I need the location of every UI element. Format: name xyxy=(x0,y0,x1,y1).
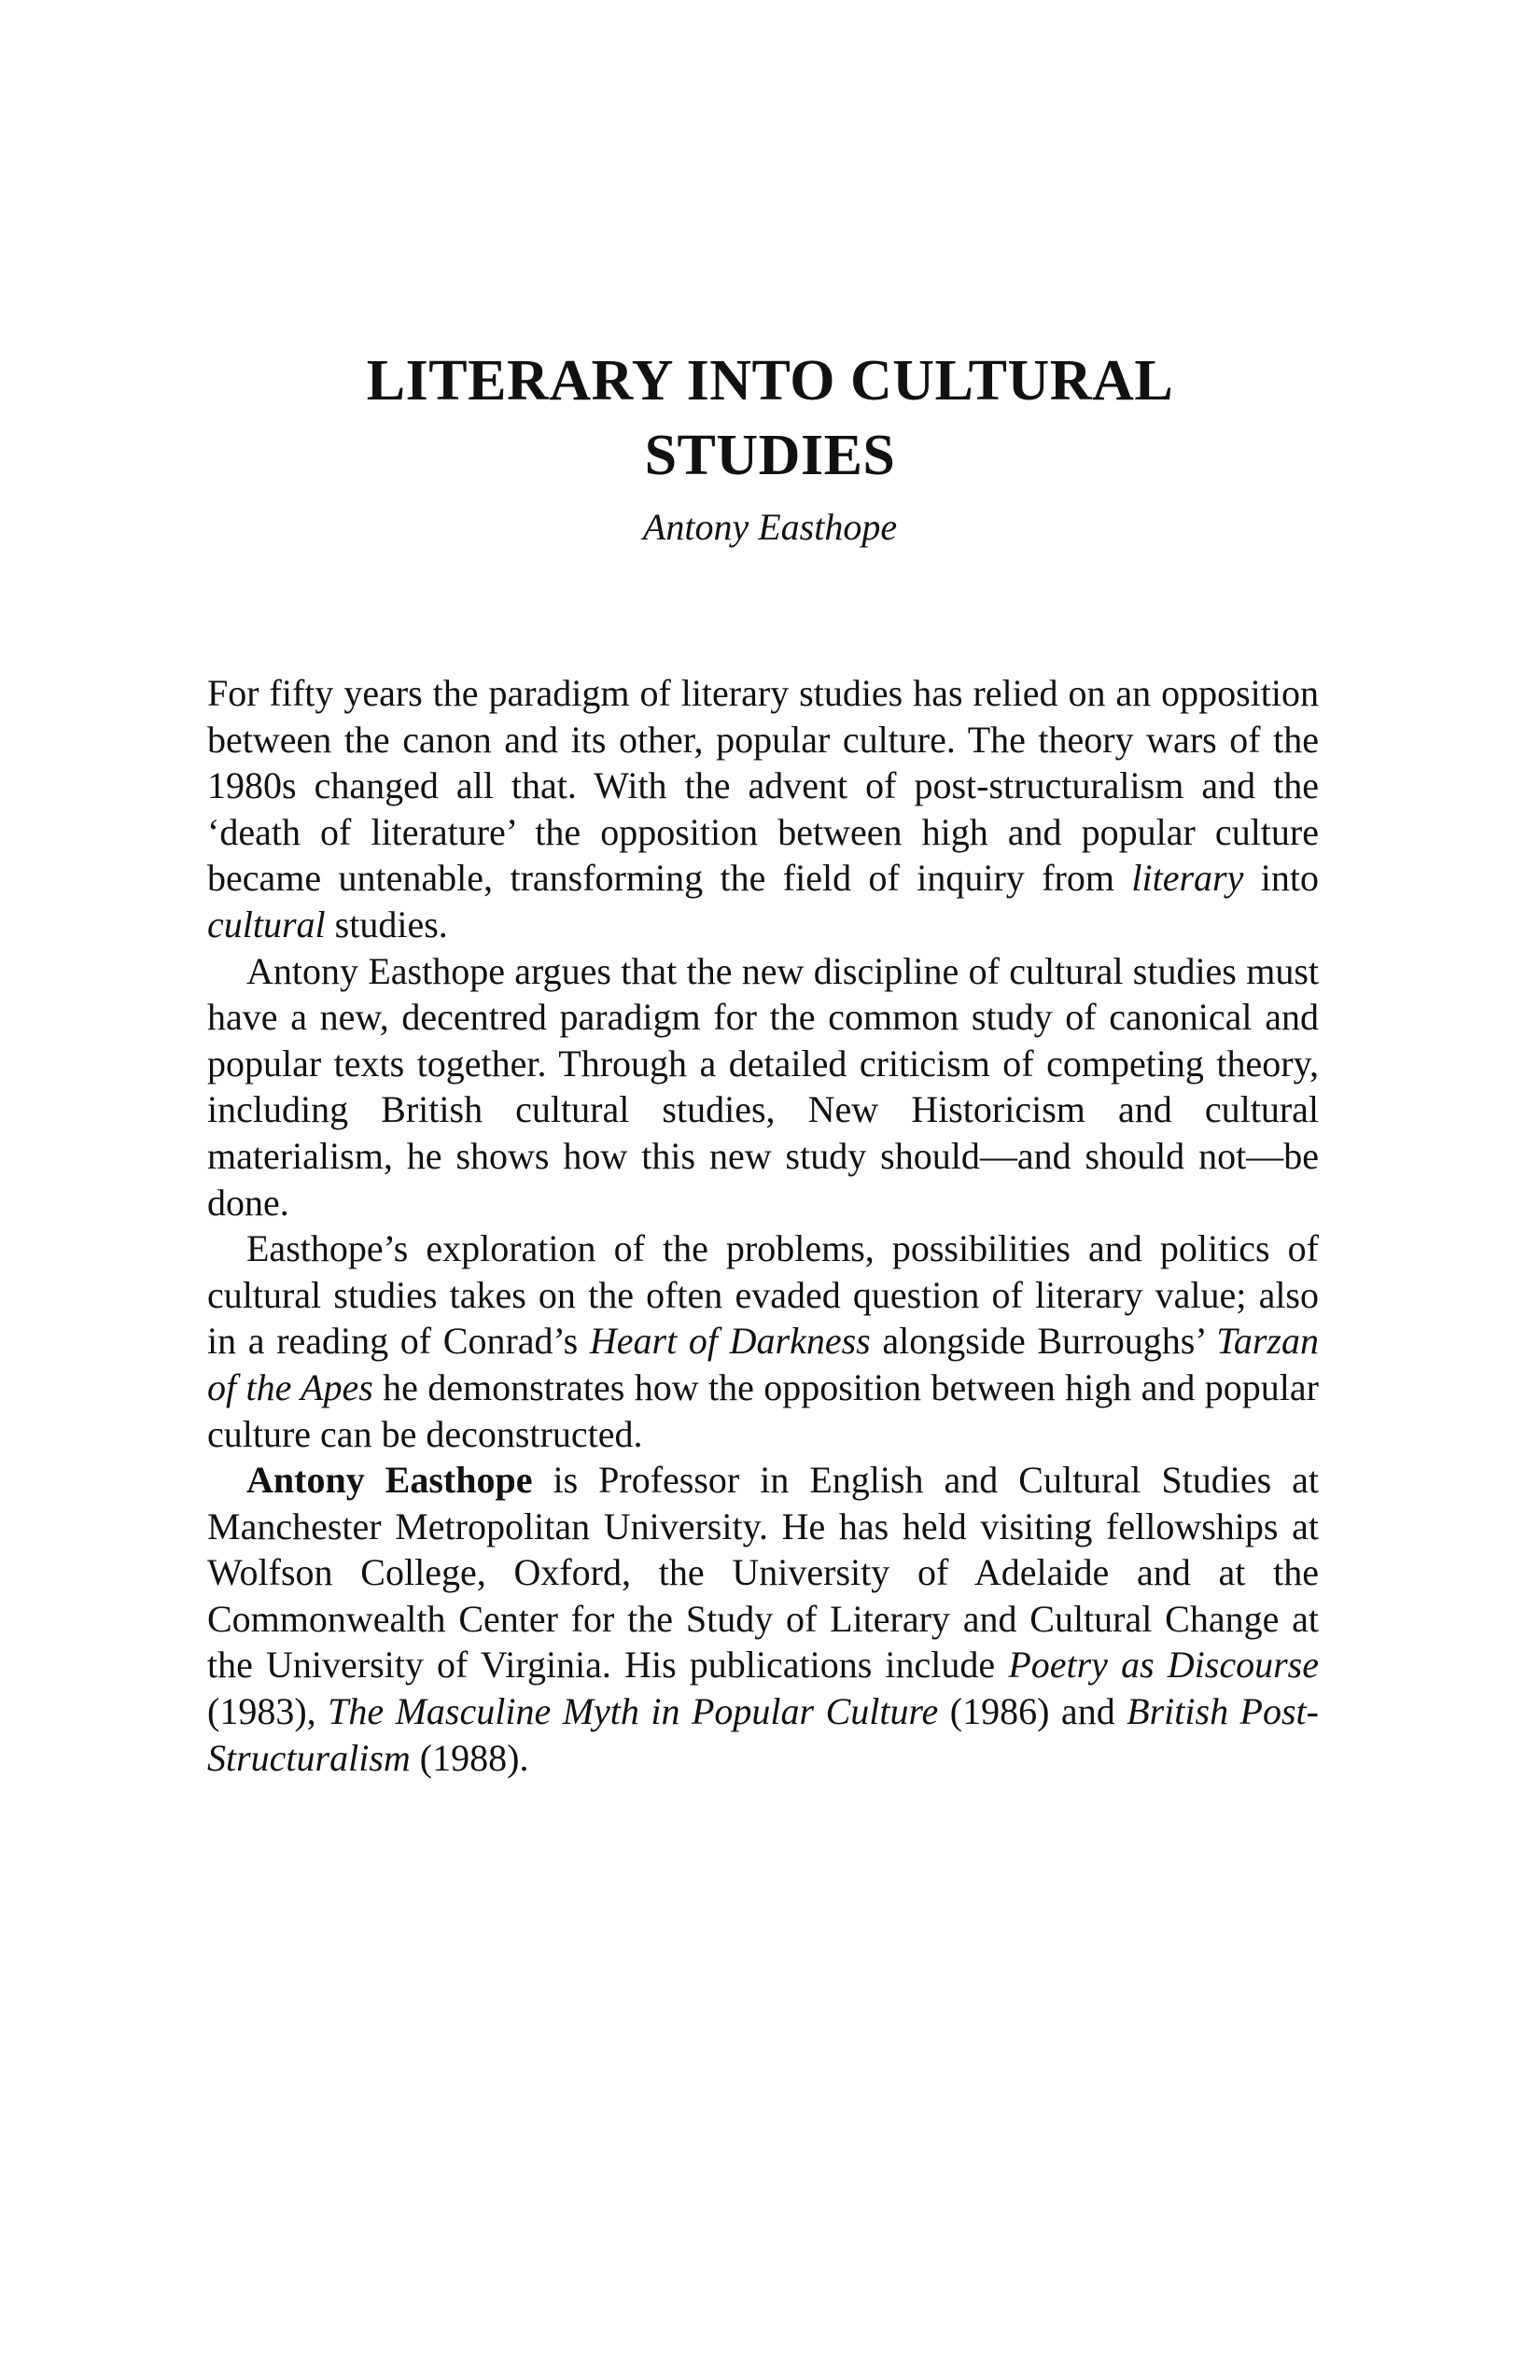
paragraph-3-italic-2: Tarzan of the Apes xyxy=(207,1320,1319,1408)
paragraph-4-italic-2: The Masculine Myth in Popular Culture xyxy=(328,1690,939,1733)
paragraph-1-text-c: studies. xyxy=(325,903,448,945)
title-line-2: STUDIES xyxy=(644,424,896,487)
paragraph-4 xyxy=(207,1457,1319,1781)
paragraph-3-italic-1: Heart of Darkness xyxy=(589,1320,871,1363)
title-line-1: LITERARY INTO CULTURAL xyxy=(366,349,1174,413)
paragraph-2: Antony Easthope argues that the new discipline of cultural studies must have a new, decentred paradigm for the common study of canonical and popular texts together. Through a detailed criticism of competing theory, including British cultural studies, New Historicism and cultural materialism, he shows how this new study should—and should not—be done. xyxy=(207,949,1319,1224)
paragraph-4-text-b: (1983), xyxy=(207,1690,329,1733)
blurb-text xyxy=(207,670,1319,1781)
paragraph-4-text-d: (1988). xyxy=(410,1736,529,1779)
paragraph-1-italic-2: cultural xyxy=(207,903,326,945)
paragraph-3 xyxy=(207,1225,1319,1457)
paragraph-3-text-a: Easthope’s exploration of the problems, possibilities and politics of cultural studies takes on the often evaded question of literary value; also in a reading of Conrad’s xyxy=(207,1227,1319,1363)
paragraph-4-italic-1: Poetry as Discourse xyxy=(1008,1644,1319,1687)
author-name: Antony Easthope xyxy=(642,506,898,548)
paragraph-4-italic-3: British Post-Structuralism xyxy=(207,1690,1319,1779)
paragraph-1-text-a: For fifty years the paradigm of literary studies has relied on an opposition between the canon and its other, popular culture. The theory wars of the 1980s changed all that. With the advent of post-structuralism and the ‘death of literature’ the opposition between high and popular culture became untenable, transforming the field of inquiry from xyxy=(207,672,1319,900)
paragraph-1 xyxy=(207,670,1319,948)
page-title xyxy=(0,343,1540,493)
paragraph-4-text-a: is Professor in English and Cultural Studies at Manchester Metropolitan University. He has held visiting fellowships at Wolfson College, Oxford, the University of Adelaide and at the Commonwealth Center for the Study of Literary and Cultural Change at the University of Virginia. His publications include xyxy=(207,1459,1319,1687)
paragraph-4-bold-name: Antony Easthope xyxy=(246,1459,533,1502)
paragraph-1-italic-1: literary xyxy=(1131,857,1244,900)
paragraph-3-text-c: he demonstrates how the opposition between high and popular culture can be deconstructed. xyxy=(207,1365,1319,1455)
paragraph-4-text-c: (1986) and xyxy=(938,1690,1127,1733)
paragraph-1-text-b: into xyxy=(1243,857,1320,900)
paragraph-3-text-b: alongside Burroughs’ xyxy=(870,1320,1217,1363)
